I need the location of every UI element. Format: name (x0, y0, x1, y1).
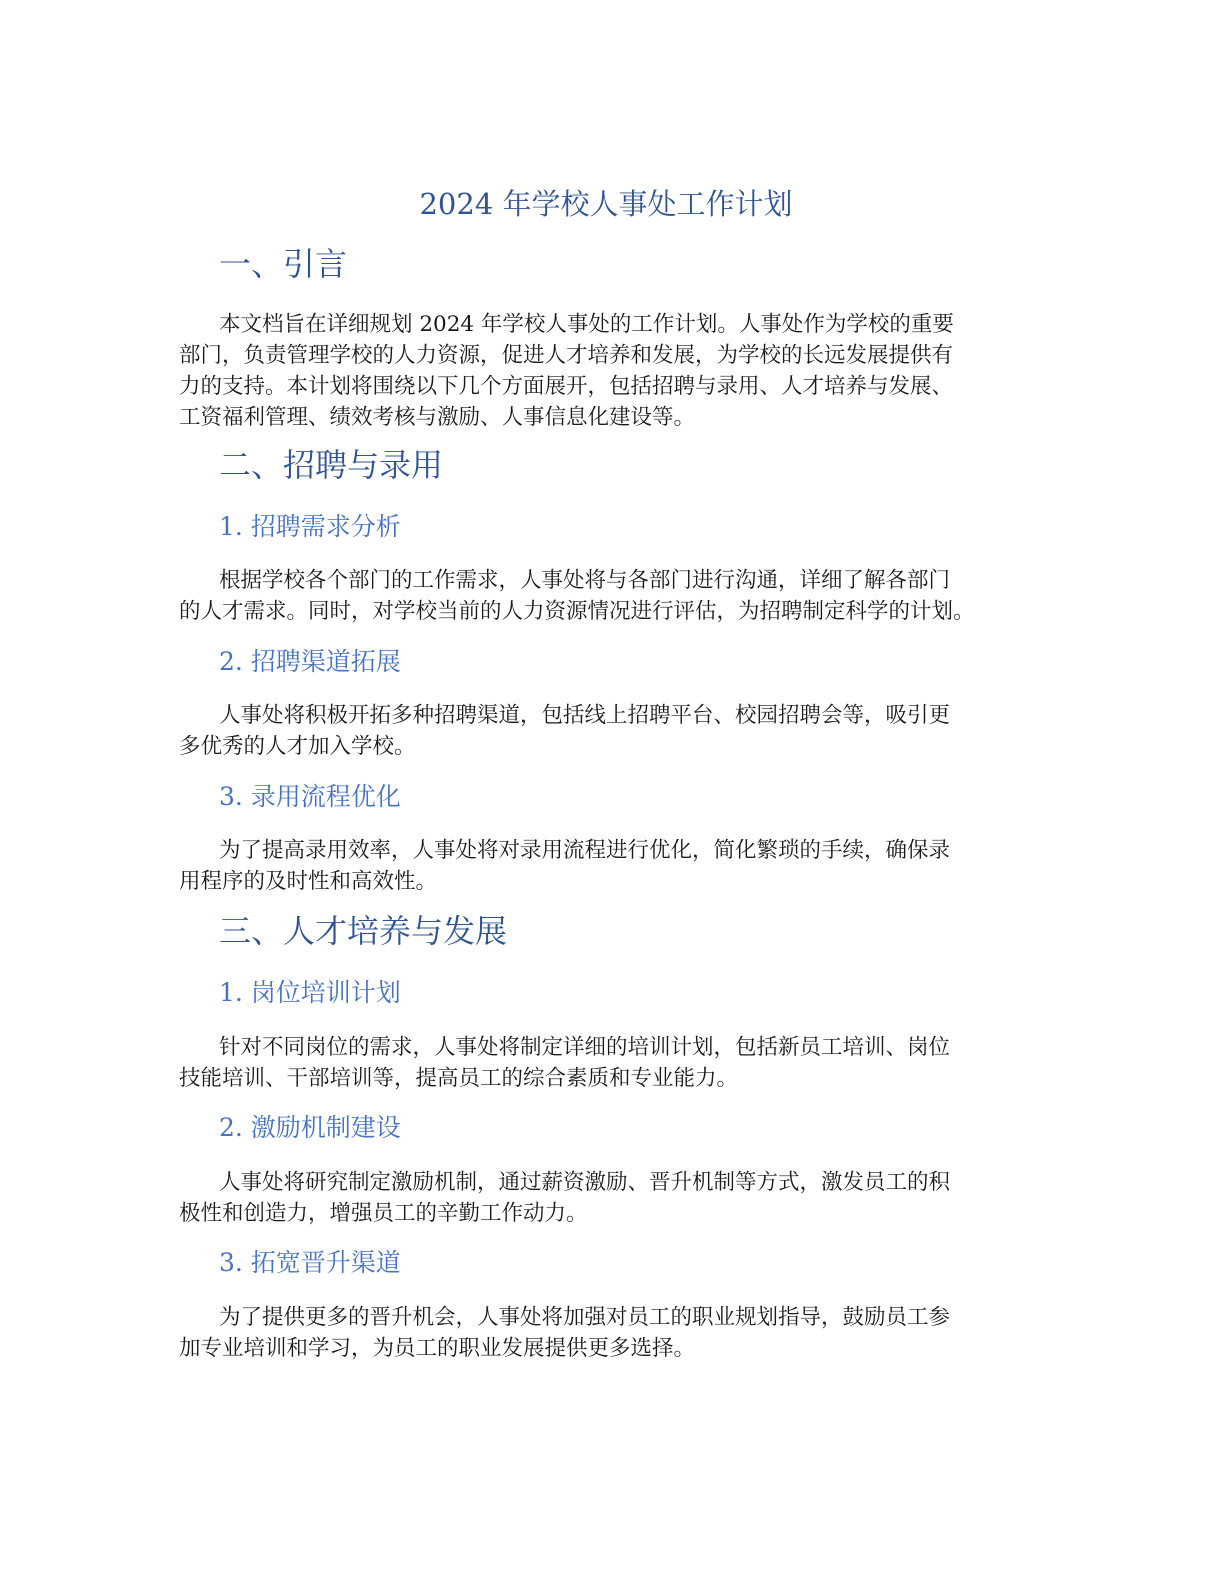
paragraph-line: 力的支持。本计划将围绕以下几个方面展开，包括招聘与录用、人才培养与发展、 (179, 374, 954, 399)
section-heading-talent-development: 三、人才培养与发展 (219, 912, 508, 950)
subsection-heading-hiring-process: 3. 录用流程优化 (219, 782, 401, 811)
subsection-paragraph-demand-analysis (179, 565, 1039, 627)
paragraph-line: 本文档旨在详细规划 2024 年学校人事处的工作计划。人事处作为学校的重要 (219, 312, 954, 337)
paragraph-line: 用程序的及时性和高效性。 (179, 869, 438, 894)
subsection-paragraph-promotion-channels (179, 1302, 1039, 1364)
section-paragraph-introduction (179, 309, 1039, 433)
subsection-heading-job-training: 1. 岗位培训计划 (219, 978, 401, 1007)
subsection-paragraph-hiring-process (179, 835, 1039, 897)
section-heading-recruitment: 二、招聘与录用 (219, 446, 444, 484)
paragraph-line: 技能培训、干部培训等，提高员工的综合素质和专业能力。 (179, 1066, 739, 1091)
paragraph-line: 根据学校各个部门的工作需求，人事处将与各部门进行沟通，详细了解各部门 (219, 568, 951, 593)
paragraph-line: 部门，负责管理学校的人力资源，促进人才培养和发展，为学校的长远发展提供有 (179, 343, 954, 368)
subsection-heading-incentive-mechanism: 2. 激励机制建设 (219, 1113, 401, 1142)
paragraph-line: 人事处将积极开拓多种招聘渠道，包括线上招聘平台、校园招聘会等，吸引更 (219, 703, 951, 728)
paragraph-line: 针对不同岗位的需求，人事处将制定详细的培训计划，包括新员工培训、岗位 (219, 1035, 951, 1060)
paragraph-line: 的人才需求。同时，对学校当前的人力资源情况进行评估，为招聘制定科学的计划。 (179, 599, 975, 624)
paragraph-line: 工资福利管理、绩效考核与激励、人事信息化建设等。 (179, 405, 696, 430)
paragraph-line: 人事处将研究制定激励机制，通过薪资激励、晋升机制等方式，激发员工的积 (219, 1170, 951, 1195)
paragraph-line: 加专业培训和学习，为员工的职业发展提供更多选择。 (179, 1336, 696, 1361)
subsection-paragraph-channel-expansion (179, 700, 1039, 762)
paragraph-line: 为了提供更多的晋升机会，人事处将加强对员工的职业规划指导，鼓励员工参 (219, 1305, 951, 1330)
subsection-paragraph-incentive-mechanism (179, 1167, 1039, 1229)
section-heading-introduction: 一、引言 (219, 245, 348, 283)
subsection-paragraph-job-training (179, 1032, 1039, 1094)
paragraph-line: 多优秀的人才加入学校。 (179, 734, 416, 759)
subsection-heading-channel-expansion: 2. 招聘渠道拓展 (219, 647, 401, 676)
document-title: 2024 年学校人事处工作计划 (419, 187, 793, 221)
paragraph-line: 极性和创造力，增强员工的辛勤工作动力。 (179, 1201, 588, 1226)
subsection-heading-promotion-channels: 3. 拓宽晋升渠道 (219, 1248, 401, 1277)
subsection-heading-demand-analysis: 1. 招聘需求分析 (219, 512, 401, 541)
paragraph-line: 为了提高录用效率，人事处将对录用流程进行优化，简化繁琐的手续，确保录 (219, 838, 951, 863)
